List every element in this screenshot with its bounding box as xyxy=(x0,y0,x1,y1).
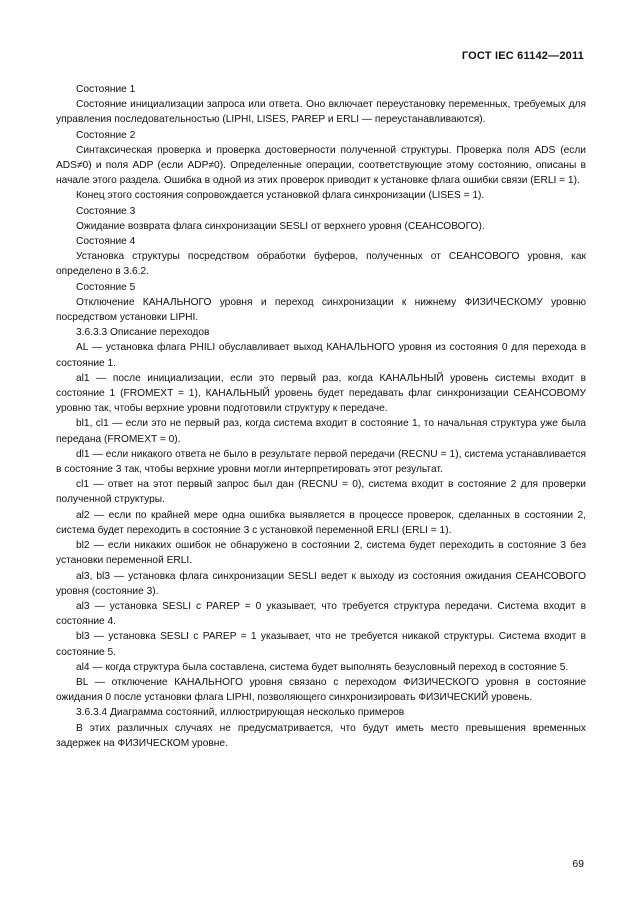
state-5-text: Отключение КАНАЛЬНОГО уровня и переход синхронизации к нижнему ФИЗИЧЕСКОМУ уровню посредством установки LIPHI. xyxy=(56,296,586,324)
state-3-heading: Состояние 3 xyxy=(76,205,136,217)
state-2-heading: Состояние 2 xyxy=(76,129,136,141)
section-heading-transitions: 3.6.3.3 Описание переходов xyxy=(76,327,210,339)
transition-AL: AL — установка флага PHILI обуславливает выход КАНАЛЬНОГО уровня из состояния 0 для перехода в состояние 1. xyxy=(56,342,586,369)
transition-dl1: dl1 — если никакого ответа не было в результате первой передачи (RECNU = 1), система устанавливается в состояние 3 так, чтобы верхние уровни могли интерпретировать этот результат. xyxy=(56,448,586,476)
state-1-text: Состояние инициализации запроса или ответа. Оно включает переустановку переменных, требуемых для управления последовательностью (LIPHI, LISES, PAREP и ERLI — переустанавливаются). xyxy=(56,99,586,126)
transition-bl3: bl3 — установка SESLI с PAREP = 1 указывает, что не требуется никакой структуры. Система входит в состояние 5. xyxy=(56,631,586,658)
document-body xyxy=(56,82,586,751)
section-heading-diagram: 3.6.3.4 Диаграмма состояний, иллюстрирующая несколько примеров xyxy=(76,707,405,719)
document-header: ГОСТ IEC 61142—2011 xyxy=(461,50,584,62)
transition-al3-bl3: al3, bl3 — установка флага синхронизации SESLI ведет к выходу из состояния ожидания СЕАНСОВОГО уровня (состояние 3). xyxy=(56,570,586,597)
transition-al4: al4 — когда структура была составлена, система будет выполнять безусловный переход в состояние 5. xyxy=(76,661,569,673)
state-5-heading: Состояние 5 xyxy=(76,281,136,293)
state-4-text: Установка структуры посредством обработки буферов, полученных от СЕАНСОВОГО уровня, как определено в 3.6.2. xyxy=(56,251,586,278)
state-2-text: Синтаксическая проверка и проверка достоверности полученной структуры. Проверка поля ADS (если ADS≠0) и поля ADP (если ADP≠0). Определенные операции, соответствующие этому состоянию, описаны в начале этого раздела. Ошибка в одной из этих проверок приводит к установке флага ошибки связи (ERLI = 1). xyxy=(56,144,586,187)
transition-al3: al3 — установка SESLI с PAREP = 0 указывает, что требуется структура передачи. Система входит в состояние 4. xyxy=(56,600,586,628)
transition-bl1-cl1: bl1, cl1 — если это не первый раз, когда система входит в состояние 1, то начальная структура уже была передана (FROMEXT = 0). xyxy=(56,418,586,445)
transition-al1: al1 — после инициализации, если это первый раз, когда КАНАЛЬНЫЙ уровень системы входит в состояние 1 (FROMEXT = 1), КАНАЛЬНЫЙ уровень будет передавать флаг синхронизации СЕАНСОВОМУ уровню так, чтобы верхние уровни подготовили структуру к передаче. xyxy=(56,372,586,415)
page-number: 69 xyxy=(572,858,584,870)
state-1-heading: Состояние 1 xyxy=(76,84,136,95)
transition-bl2: bl2 — если никаких ошибок не обнаружено в состоянии 2, система будет переходить в состояние 3 без установки переменной ERLI. xyxy=(56,540,586,567)
transition-BL: BL — отключение КАНАЛЬНОГО уровня связано с переходом ФИЗИЧЕСКОГО уровня в состояние ожидания 0 после установки флага LIPHI, позволяющего синхронизировать ФИЗИЧЕСКИЙ уровень. xyxy=(56,676,586,704)
transition-al2: al2 — если по крайней мере одна ошибка выявляется в процессе проверок, сделанных в состоянии 2, система будет переходить в состояние 3 с установкой переменной ERLI (ERLI = 1). xyxy=(56,509,586,536)
state-3-text: Ожидание возврата флага синхронизации SESLI от верхнего уровня (СЕАНСОВОГО). xyxy=(76,220,485,232)
state-4-heading: Состояние 4 xyxy=(76,236,136,248)
state-2-text-end: Конец этого состояния сопровождается установкой флага синхронизации (LISES = 1). xyxy=(76,190,485,202)
transition-cl1: cl1 — ответ на этот первый запрос был дан (RECNU = 0), система входит в состояние 2 для проверки полученной структуры. xyxy=(56,479,586,506)
diagram-text: В этих различных случаях не предусматривается, что будут иметь место превышения временных задержек на ФИЗИЧЕСКОМ уровне. xyxy=(56,722,586,749)
